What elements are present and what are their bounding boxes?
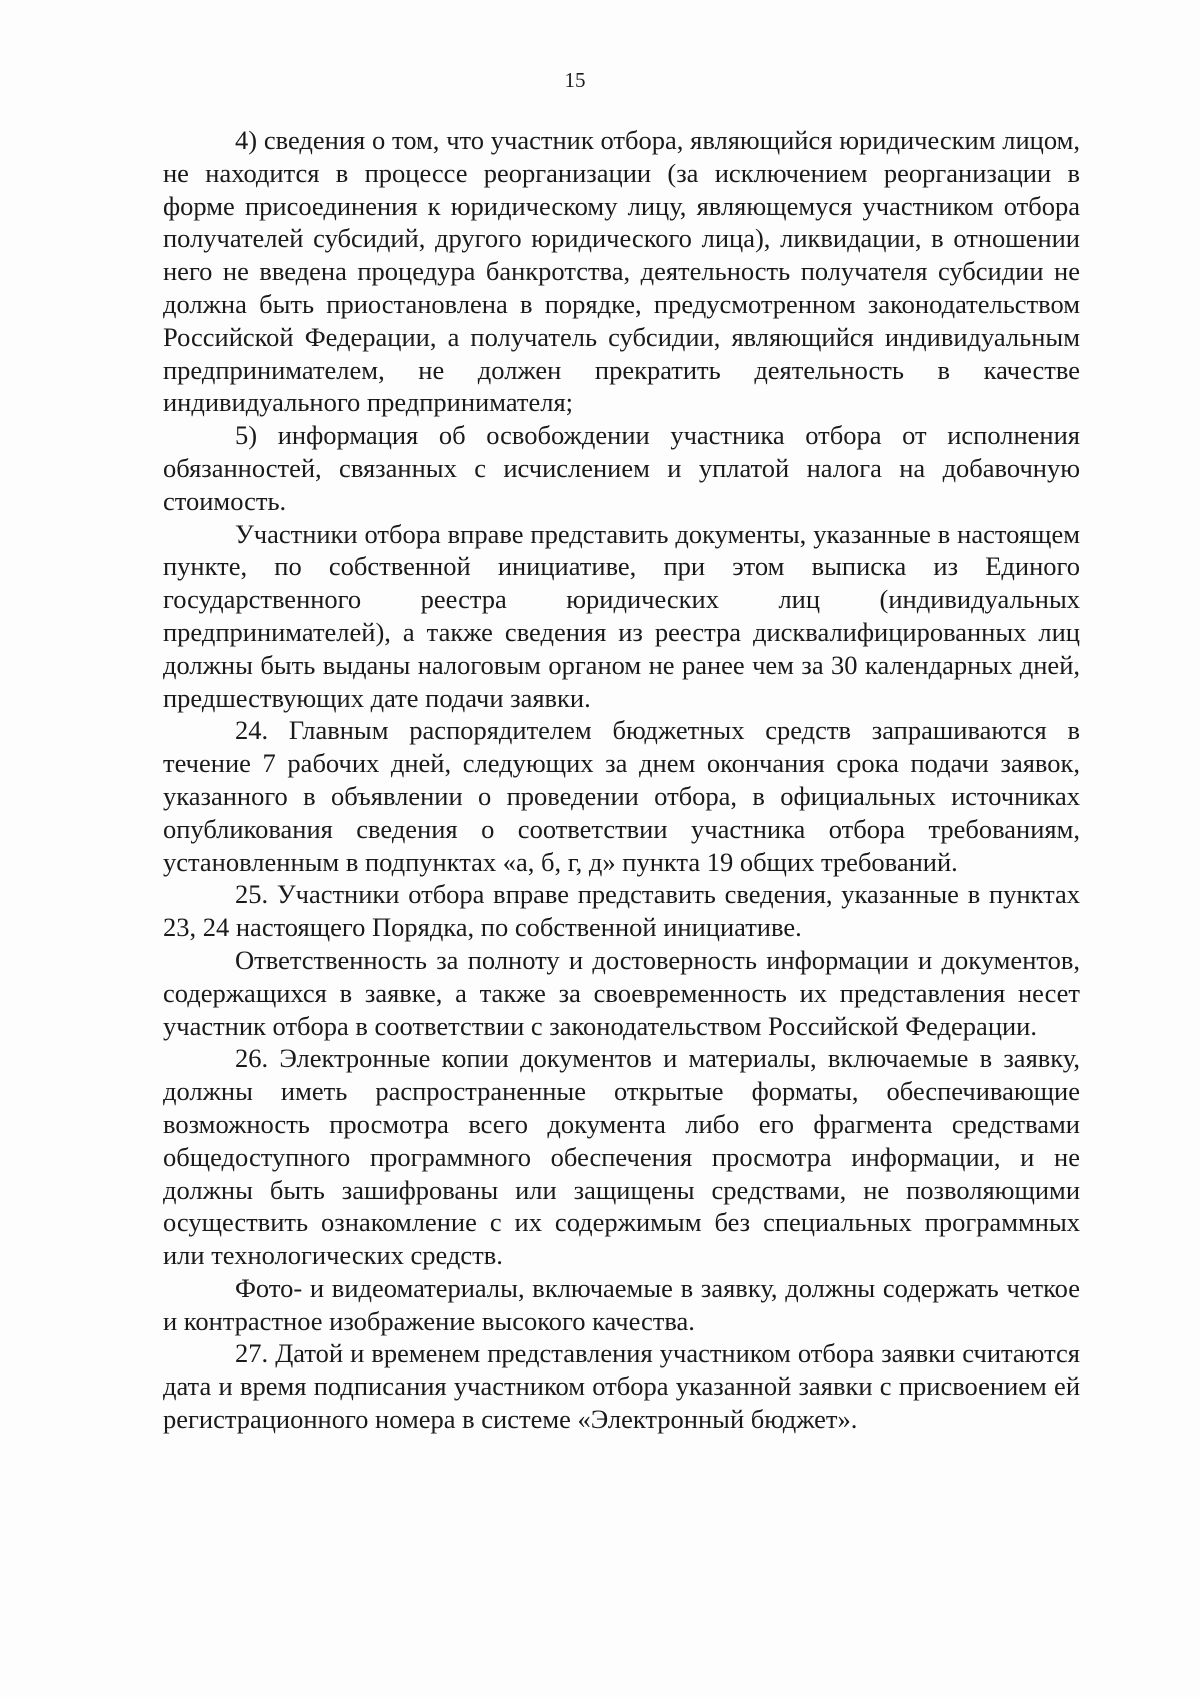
paragraph-item-4: 4) сведения о том, что участник отбора, являющийся юридическим лицом, не находится в процессе реорганизации (за исключением реорганизации в форме присоединения к юридическому лицу, являющемуся участником отбора получателей субсидий, другого юридического лица), ликвидации, в отношении него не введена процедура банкротства, деятельность получателя субсидии не должна быть приостановлена в порядке, предусмотренном законодательством Российской Федерации, а получатель субсидии, являющийся индивидуальным предпринимателем, не должен прекратить деятельность в качестве индивидуального предпринимателя; <box>163 125 1080 418</box>
paragraph-clause-25: 25. Участники отбора вправе представить сведения, указанные в пунктах 23, 24 настоящего Порядка, по собственной инициативе. <box>163 879 1080 943</box>
paragraph-photo-video: Фото- и видеоматериалы, включаемые в заявку, должны содержать четкое и контрастное изображение высокого качества. <box>163 1272 1080 1336</box>
paragraph-item-5: 5) информация об освобождении участника отбора от исполнения обязанностей, связанных с исчислением и уплатой налога на добавочную стоимость. <box>163 420 1080 516</box>
paragraph-clause-26: 26. Электронные копии документов и материалы, включаемые в заявку, должны иметь распространенные открытые форматы, обеспечивающие возможность просмотра всего документа либо его фрагмента средствами общедоступного программного обеспечения просмотра информации, и не должны быть зашифрованы или защищены средствами, не позволяющими осуществить ознакомление с их содержимым без специальных программных или технологических средств. <box>163 1043 1080 1271</box>
paragraph-clause-27: 27. Датой и временем представления участником отбора заявки считаются дата и время подписания участником отбора указанной заявки с присвоением ей регистрационного номера в системе «Электронный бюджет». <box>163 1338 1080 1435</box>
paragraph-clause-24: 24. Главным распорядителем бюджетных средств запрашиваются в течение 7 рабочих дней, следующих за днем окончания срока подачи заявок, указанного в объявлении о проведении отбора, в официальных источниках опубликования сведения о соответствии участника отбора требованиям, установленным в подпунктах «а, б, г, д» пункта 19 общих требований. <box>163 715 1080 877</box>
page-number: 15 <box>564 68 586 92</box>
document-body <box>163 124 1080 1436</box>
paragraph-participants-documents: Участники отбора вправе представить документы, указанные в настоящем пункте, по собственной инициативе, при этом выписка из Единого государственного реестра юридических лиц (индивидуальных предпринимателей), а также сведения из реестра дисквалифицированных лиц должны быть выданы налоговым органом не ранее чем за 30 календарных дней, предшествующих дате подачи заявки. <box>163 518 1080 713</box>
paragraph-responsibility: Ответственность за полноту и достоверность информации и документов, содержащихся в заявке, а также за своевременность их представления несет участник отбора в соответствии с законодательством Российской Федерации. <box>163 944 1080 1041</box>
